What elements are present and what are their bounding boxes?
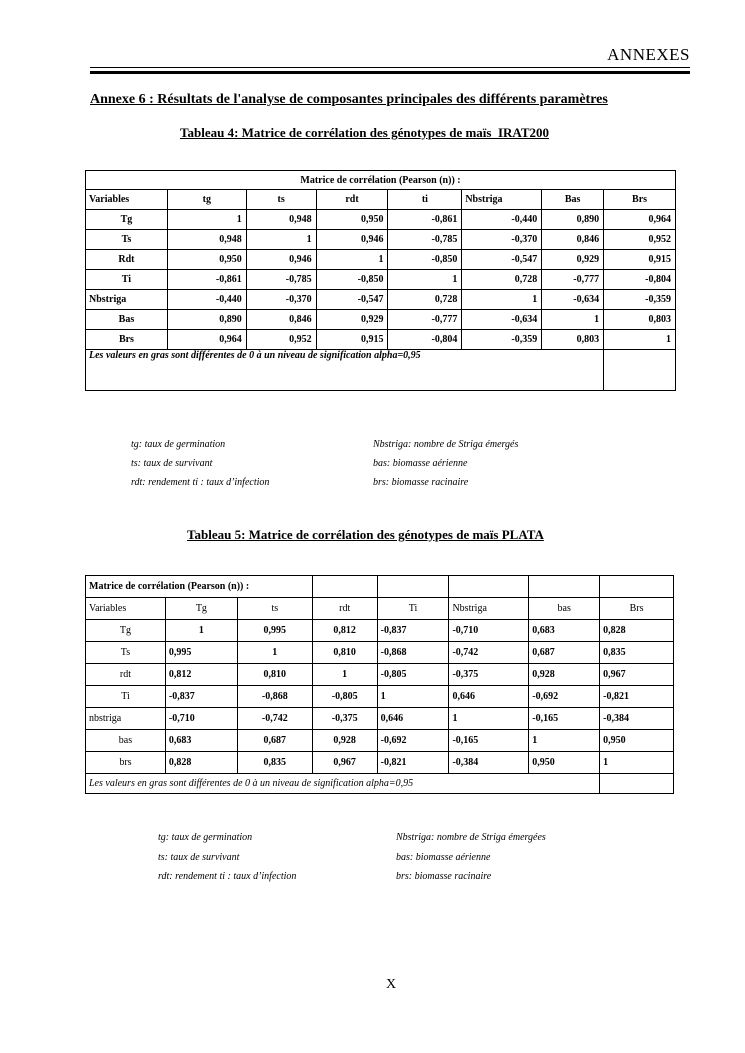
table4-row-label: Nbstriga xyxy=(86,290,168,310)
table4-cell: -0,785 xyxy=(388,230,462,250)
table4-header-cell: Variables xyxy=(86,190,168,210)
table4-row-label: Rdt xyxy=(86,250,168,270)
legend1-item: ts: taux de survivant xyxy=(131,458,213,469)
table4-cell: 0,846 xyxy=(542,230,604,250)
table4-cell: 0,952 xyxy=(604,230,676,250)
table5-header-cell: bas xyxy=(529,598,600,620)
table5-cell: -0,165 xyxy=(449,730,529,752)
table5-caption: Tableau 5: Matrice de corrélation des génotypes de maïs PLATA xyxy=(187,527,544,542)
table5-cell: -0,742 xyxy=(449,642,529,664)
legend2-item: brs: biomasse racinaire xyxy=(396,871,492,882)
page-header-title: ANNEXES xyxy=(607,45,690,64)
table4-cell: 1 xyxy=(462,290,542,310)
table4-cell: -0,547 xyxy=(316,290,388,310)
table5-cell: 0,646 xyxy=(449,686,529,708)
table4-cell: 1 xyxy=(167,210,246,230)
table4-cell: 0,950 xyxy=(167,250,246,270)
table5-cell: 0,950 xyxy=(600,730,674,752)
legend2-item: ts: taux de survivant xyxy=(158,852,240,863)
table5-cell: -0,837 xyxy=(377,620,449,642)
table4-row xyxy=(86,290,676,310)
table5-cell: -0,837 xyxy=(165,686,237,708)
table4-header-cell: tg xyxy=(167,190,246,210)
table5-cell: 0,995 xyxy=(237,620,312,642)
table5-empty-cell xyxy=(377,576,449,598)
table4-row-label: Ts xyxy=(86,230,168,250)
table5-row xyxy=(86,642,674,664)
table4-cell: -0,359 xyxy=(462,330,542,350)
table4-cell: 1 xyxy=(316,250,388,270)
table5-header-cell: rdt xyxy=(312,598,377,620)
table5-row xyxy=(86,620,674,642)
table5-header-cell: ts xyxy=(237,598,312,620)
table4-cell: 0,964 xyxy=(167,330,246,350)
table4-row xyxy=(86,230,676,250)
table4-cell: 0,950 xyxy=(316,210,388,230)
legend2-item: Nbstriga: nombre de Striga émergées xyxy=(396,832,546,843)
table5-empty-cell xyxy=(600,576,674,598)
table5-cell: -0,868 xyxy=(237,686,312,708)
table5-cell: 0,646 xyxy=(377,708,449,730)
table4-cell: 0,803 xyxy=(542,330,604,350)
table5-cell: -0,710 xyxy=(449,620,529,642)
table5-row xyxy=(86,664,674,686)
table5-note: Les valeurs en gras sont différentes de 0 à un niveau de signification alpha=0,95 xyxy=(86,774,600,794)
table4-row-label: Tg xyxy=(86,210,168,230)
table4-cell: 0,929 xyxy=(316,310,388,330)
table4-cell: -0,861 xyxy=(388,210,462,230)
table4-cell: 0,948 xyxy=(246,210,316,230)
table4-title: Matrice de corrélation (Pearson (n)) : xyxy=(86,171,676,190)
table4-cell: 0,803 xyxy=(604,310,676,330)
table4-cell: 0,915 xyxy=(604,250,676,270)
table5-title: Matrice de corrélation (Pearson (n)) : xyxy=(86,576,313,598)
table4-header-cell: Brs xyxy=(604,190,676,210)
table4-cell: 0,946 xyxy=(316,230,388,250)
table4-row xyxy=(86,250,676,270)
table5-row xyxy=(86,752,674,774)
table4-caption: Tableau 4: Matrice de corrélation des génotypes de maïs_IRAT200 xyxy=(180,125,550,140)
table4-cell: -0,634 xyxy=(542,290,604,310)
table4-cell: 0,846 xyxy=(246,310,316,330)
table5-cell: -0,165 xyxy=(529,708,600,730)
table5-cell: -0,805 xyxy=(377,664,449,686)
legend2-item: rdt: rendement ti : taux d’infection xyxy=(158,871,297,882)
table4-cell: -0,804 xyxy=(388,330,462,350)
table4-header-cell: rdt xyxy=(316,190,388,210)
table5-row xyxy=(86,686,674,708)
table5-row-label: nbstriga xyxy=(86,708,166,730)
table5-cell: 0,995 xyxy=(165,642,237,664)
table4-header-cell: Bas xyxy=(542,190,604,210)
table5-cell: 0,810 xyxy=(237,664,312,686)
table4-cell: 0,890 xyxy=(167,310,246,330)
table4-header-cell: ts xyxy=(246,190,316,210)
table5-cell: 0,687 xyxy=(529,642,600,664)
table5-cell: 0,810 xyxy=(312,642,377,664)
table5-cell: 0,812 xyxy=(165,664,237,686)
table5-row xyxy=(86,708,674,730)
legend1-item: Nbstriga: nombre de Striga émergés xyxy=(373,439,519,450)
table4-cell: -0,861 xyxy=(167,270,246,290)
table4-cell: 1 xyxy=(246,230,316,250)
table4-correlation-matrix xyxy=(85,170,676,391)
table5-correlation-matrix xyxy=(85,575,674,794)
table4-row xyxy=(86,310,676,330)
header-rule-thin xyxy=(90,67,690,68)
table4-cell: -0,777 xyxy=(388,310,462,330)
table4-cell: 0,890 xyxy=(542,210,604,230)
table5-note-empty-cell xyxy=(600,774,674,794)
table4-row xyxy=(86,210,676,230)
table5-cell: 0,928 xyxy=(529,664,600,686)
table4-cell: -0,547 xyxy=(462,250,542,270)
table5-cell: -0,821 xyxy=(600,686,674,708)
table4-cell: 1 xyxy=(604,330,676,350)
table4-cell: 0,946 xyxy=(246,250,316,270)
table5-cell: -0,375 xyxy=(312,708,377,730)
table4-row xyxy=(86,270,676,290)
table5-cell: -0,710 xyxy=(165,708,237,730)
table5-cell: 0,835 xyxy=(237,752,312,774)
table5-cell: -0,805 xyxy=(312,686,377,708)
table4-cell: -0,777 xyxy=(542,270,604,290)
table5-cell: 0,835 xyxy=(600,642,674,664)
table5-cell: 0,967 xyxy=(312,752,377,774)
table5-cell: -0,375 xyxy=(449,664,529,686)
table5-cell: 0,812 xyxy=(312,620,377,642)
table4-row-label: Bas xyxy=(86,310,168,330)
table5-header-cell: Ti xyxy=(377,598,449,620)
table4-cell: 1 xyxy=(542,310,604,330)
table4-cell: -0,370 xyxy=(462,230,542,250)
table4-cell: -0,440 xyxy=(462,210,542,230)
table4-cell: -0,804 xyxy=(604,270,676,290)
table5-cell: 1 xyxy=(165,620,237,642)
table5-cell: -0,868 xyxy=(377,642,449,664)
table5-cell: 1 xyxy=(449,708,529,730)
table5-cell: 1 xyxy=(600,752,674,774)
table4-cell: 0,728 xyxy=(388,290,462,310)
table4-row-label: Ti xyxy=(86,270,168,290)
annex-title: Annexe 6 : Résultats de l'analyse de composantes principales des différents paramètres xyxy=(90,92,608,107)
table4-cell: 0,952 xyxy=(246,330,316,350)
table5-cell: 0,928 xyxy=(312,730,377,752)
legend1-item: bas: biomasse aérienne xyxy=(373,458,468,469)
table5-cell: 0,967 xyxy=(600,664,674,686)
table5-cell: -0,384 xyxy=(449,752,529,774)
legend1-item: rdt: rendement ti : taux d’infection xyxy=(131,477,270,488)
table5-cell: -0,692 xyxy=(529,686,600,708)
table4-cell: 0,728 xyxy=(462,270,542,290)
table4-cell: -0,440 xyxy=(167,290,246,310)
table4-row xyxy=(86,330,676,350)
table4-header-cell: Nbstriga xyxy=(462,190,542,210)
table4-cell: -0,634 xyxy=(462,310,542,330)
table5-cell: 1 xyxy=(529,730,600,752)
table4-header-cell: ti xyxy=(388,190,462,210)
table5-row-label: Ti xyxy=(86,686,166,708)
table5-cell: -0,742 xyxy=(237,708,312,730)
table5-cell: 0,683 xyxy=(165,730,237,752)
legend1-item: tg: taux de germination xyxy=(131,439,226,450)
table4-cell: 1 xyxy=(388,270,462,290)
table5-cell: -0,692 xyxy=(377,730,449,752)
table5-cell: -0,821 xyxy=(377,752,449,774)
table4-cell: -0,850 xyxy=(316,270,388,290)
table4-cell: -0,359 xyxy=(604,290,676,310)
table4-row-label: Brs xyxy=(86,330,168,350)
table5-row-label: Ts xyxy=(86,642,166,664)
table5-header-cell: Variables xyxy=(86,598,166,620)
table5-row-label: brs xyxy=(86,752,166,774)
table5-cell: 1 xyxy=(237,642,312,664)
table5-cell: 0,683 xyxy=(529,620,600,642)
legend1-item: brs: biomasse racinaire xyxy=(373,477,469,488)
table4-cell: 0,929 xyxy=(542,250,604,270)
legend2-item: bas: biomasse aérienne xyxy=(396,852,491,863)
table5-cell: -0,384 xyxy=(600,708,674,730)
table4-note: Les valeurs en gras sont différentes de 0 à un niveau de signification alpha=0,95 xyxy=(86,350,604,391)
table5-empty-cell xyxy=(529,576,600,598)
legend2-item: tg: taux de germination xyxy=(158,832,253,843)
table4-cell: -0,785 xyxy=(246,270,316,290)
table5-empty-cell xyxy=(312,576,377,598)
table4-cell: 0,948 xyxy=(167,230,246,250)
page-number: X xyxy=(386,977,397,992)
table4-cell: 0,964 xyxy=(604,210,676,230)
table5-cell: 1 xyxy=(377,686,449,708)
table5-row-label: bas xyxy=(86,730,166,752)
table5-header-row xyxy=(86,598,674,620)
table4-cell: -0,850 xyxy=(388,250,462,270)
table5-row-label: Tg xyxy=(86,620,166,642)
table5-cell: 0,950 xyxy=(529,752,600,774)
table5-cell: 0,828 xyxy=(165,752,237,774)
table5-row xyxy=(86,730,674,752)
table5-header-cell: Brs xyxy=(600,598,674,620)
table5-header-cell: Nbstriga xyxy=(449,598,529,620)
table5-header-cell: Tg xyxy=(165,598,237,620)
table5-cell: 1 xyxy=(312,664,377,686)
table5-row-label: rdt xyxy=(86,664,166,686)
table5-cell: 0,828 xyxy=(600,620,674,642)
table4-header-row xyxy=(86,190,676,210)
table4-cell: -0,370 xyxy=(246,290,316,310)
table5-cell: 0,687 xyxy=(237,730,312,752)
table4-note-empty-cell xyxy=(604,350,676,391)
table5-empty-cell xyxy=(449,576,529,598)
header-rule-thick xyxy=(90,71,690,74)
table4-cell: 0,915 xyxy=(316,330,388,350)
